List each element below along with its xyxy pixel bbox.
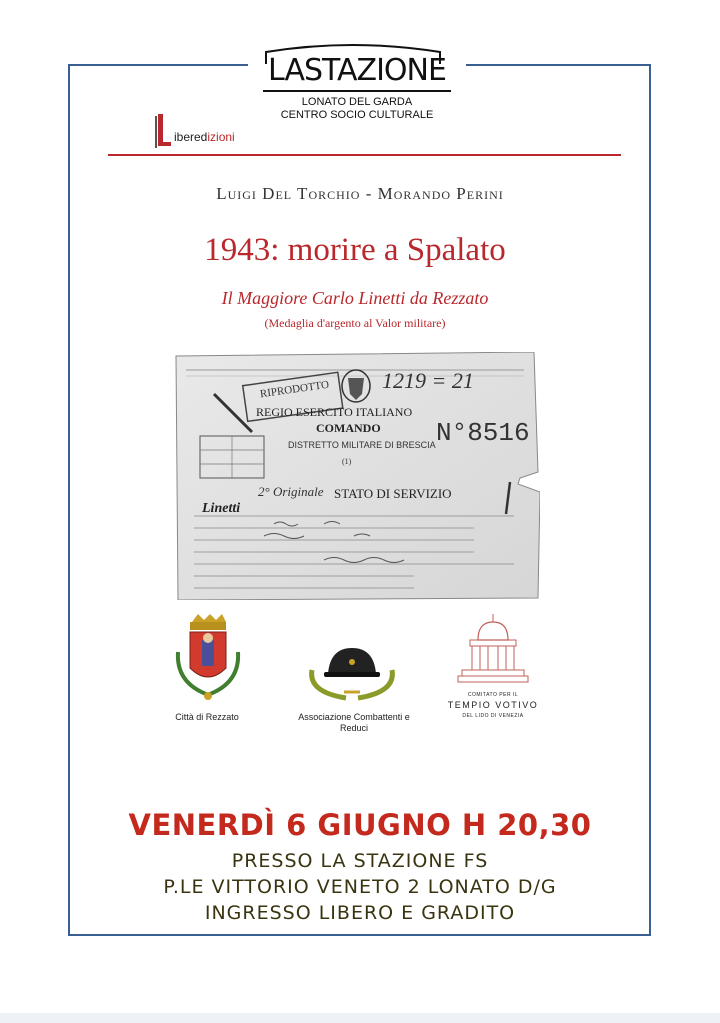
event-date: VENERDÌ 6 GIUGNO H 20,30 [128, 808, 592, 842]
logo-roof-icon [254, 42, 452, 66]
event-entry: INGRESSO LIBERO E GRADITO [204, 902, 516, 924]
sponsor-tempio-main: TEMPIO VOTIVO [447, 700, 539, 710]
doc-handwritten-number: 1219 = 21 [382, 368, 474, 393]
svg-text:(1): (1) [342, 457, 352, 466]
event-address: P.LE VITTORIO VENETO 2 LONATO D/G [163, 876, 557, 898]
doc-regio-esercito: REGIO ESERCITO ITALIANO [256, 405, 413, 419]
book-title: 1943: morire a Spalato [204, 232, 506, 268]
sponsor-tempio-bottom: DEL LIDO DI VENEZIA [462, 713, 524, 719]
publisher-l-icon [154, 112, 172, 150]
doc-stato-di-servizio: STATO DI SERVIZIO [334, 486, 452, 501]
book-subtitle: Il Maggiore Carlo Linetti da Rezzato [221, 288, 489, 308]
doc-comando: COMANDO [316, 421, 381, 435]
sponsor-rezzato-label: Città di Rezzato [175, 712, 239, 722]
tempio-votivo-icon [456, 612, 530, 686]
rezzato-coat-of-arms-icon [170, 612, 244, 708]
logo-underline [263, 90, 451, 92]
combattenti-helmet-icon [306, 640, 398, 704]
publisher-name: iberedizioni [174, 130, 235, 144]
logo-wordmark: LASTAZIONE [268, 53, 446, 88]
doc-original: 2° Originale [258, 484, 324, 499]
la-stazione-logo [248, 40, 466, 122]
doc-surname: Linetti [202, 501, 241, 516]
header-rule [108, 154, 621, 156]
service-record-image [174, 352, 540, 600]
doc-number: N°8516 [436, 418, 530, 448]
sponsor-combattenti-label: Associazione Combattenti e Reduci [298, 712, 410, 733]
event-place: PRESSO LA STAZIONE FS [231, 850, 489, 872]
publisher-logo [154, 104, 235, 150]
book-award: (Medaglia d'argento al Valor militare) [264, 316, 446, 330]
doc-distretto: DISTRETTO MILITARE DI BRESCIA [288, 440, 436, 450]
bottom-band [0, 1013, 720, 1023]
logo-subtitle-2: CENTRO SOCIO CULTURALE [280, 109, 434, 121]
sponsor-tempio-top: COMITATO PER IL [467, 692, 519, 698]
book-authors: Luigi Del Torchio - Morando Perini [216, 184, 504, 203]
doc-stamp: RIPRODOTTO [259, 378, 330, 401]
logo-subtitle-1: LONATO DEL GARDA [301, 96, 413, 108]
